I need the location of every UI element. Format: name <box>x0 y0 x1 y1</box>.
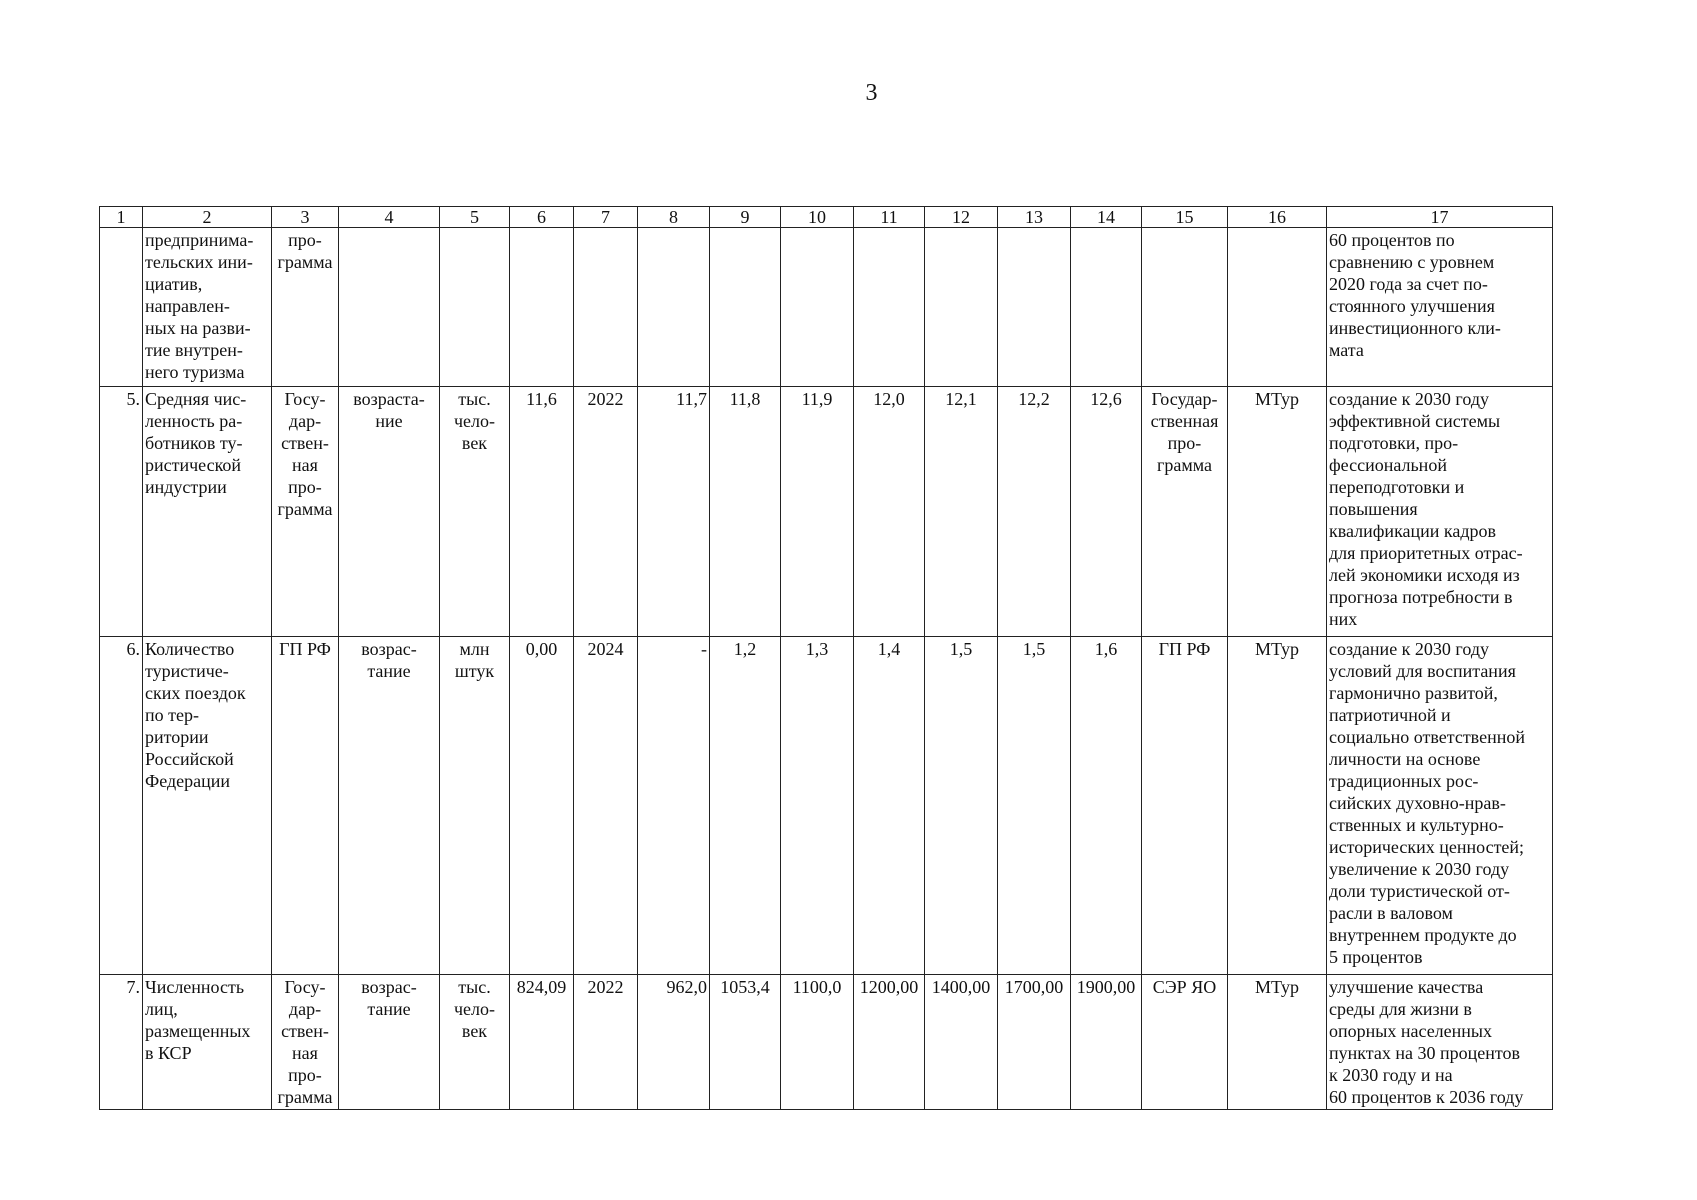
table-row <box>100 637 1553 975</box>
table-row <box>100 387 1553 637</box>
value-col-14 <box>1071 228 1142 387</box>
responsible-body: МТур <box>1228 387 1327 637</box>
column-header-1: 1 <box>100 207 143 228</box>
page-number: 3 <box>865 80 878 106</box>
column-header-11: 11 <box>854 207 925 228</box>
value-col-10: 11,9 <box>781 387 854 637</box>
value-col-12: 1,5 <box>925 637 998 975</box>
column-header-7: 7 <box>574 207 638 228</box>
row-number <box>100 228 143 387</box>
responsible-body: МТур <box>1228 637 1327 975</box>
national-goal: улучшение качества среды для жизни в опорных населенных пунктах на 30 процентов к 2030 году и на 60 процентов к 2036 году <box>1327 975 1553 1110</box>
value-col-8: - <box>638 637 710 975</box>
value-col-11 <box>854 228 925 387</box>
national-goal: создание к 2030 году эффективной системы подготовки, про- фессиональной переподготовки и повышения квалификации кадров для приоритетных отрас- лей экономики исходя из прогноза потребности в них <box>1327 387 1553 637</box>
responsible-body <box>1228 228 1327 387</box>
row-number: 5. <box>100 387 143 637</box>
document-reference: Государ- ственная про- грамма <box>1142 387 1228 637</box>
value-col-14: 12,6 <box>1071 387 1142 637</box>
indicator-direction: возраста- ние <box>339 387 440 637</box>
value-col-13: 1,5 <box>998 637 1071 975</box>
indicators-table <box>99 206 1553 1110</box>
indicator-direction: возрас- тание <box>339 637 440 975</box>
indicator-name: Количество туристиче- ских поездок по тер- ритории Российской Федерации <box>143 637 272 975</box>
value-col-11: 12,0 <box>854 387 925 637</box>
base-value: 0,00 <box>510 637 574 975</box>
row-number: 6. <box>100 637 143 975</box>
value-col-9: 1,2 <box>710 637 781 975</box>
column-header-14: 14 <box>1071 207 1142 228</box>
indicator-name: Средняя чис- ленность ра- ботников ту- ристической индустрии <box>143 387 272 637</box>
document-reference: ГП РФ <box>1142 637 1228 975</box>
value-col-12: 12,1 <box>925 387 998 637</box>
value-col-14: 1900,00 <box>1071 975 1142 1110</box>
indicator-name: Численность лиц, размещенных в КСР <box>143 975 272 1110</box>
document-reference: СЭР ЯО <box>1142 975 1228 1110</box>
indicator-source: Госу- дар- ствен- ная про- грамма <box>272 975 339 1110</box>
column-header-2: 2 <box>143 207 272 228</box>
column-header-15: 15 <box>1142 207 1228 228</box>
value-col-13 <box>998 228 1071 387</box>
indicator-source: про- грамма <box>272 228 339 387</box>
header-row <box>100 207 1553 228</box>
value-col-11: 1,4 <box>854 637 925 975</box>
table-row <box>100 228 1553 387</box>
unit-of-measure <box>440 228 510 387</box>
value-col-11: 1200,00 <box>854 975 925 1110</box>
column-header-9: 9 <box>710 207 781 228</box>
base-year: 2022 <box>574 387 638 637</box>
value-col-8: 962,0 <box>638 975 710 1110</box>
base-year: 2022 <box>574 975 638 1110</box>
value-col-9: 11,8 <box>710 387 781 637</box>
base-year <box>574 228 638 387</box>
value-col-8: 11,7 <box>638 387 710 637</box>
value-col-13: 1700,00 <box>998 975 1071 1110</box>
value-col-9: 1053,4 <box>710 975 781 1110</box>
column-header-10: 10 <box>781 207 854 228</box>
base-value <box>510 228 574 387</box>
value-col-12: 1400,00 <box>925 975 998 1110</box>
indicator-name: предпринима- тельских ини- циатив, направлен- ных на разви- тие внутрен- него туризма <box>143 228 272 387</box>
unit-of-measure: тыс. чело- век <box>440 975 510 1110</box>
base-value: 11,6 <box>510 387 574 637</box>
value-col-14: 1,6 <box>1071 637 1142 975</box>
value-col-10 <box>781 228 854 387</box>
unit-of-measure: млн штук <box>440 637 510 975</box>
indicator-source: ГП РФ <box>272 637 339 975</box>
base-year: 2024 <box>574 637 638 975</box>
national-goal: создание к 2030 году условий для воспитания гармонично развитой, патриотичной и социально ответственной личности на основе традиционных рос- сийских духовно-нрав- ственных и культурно- исторических ценностей; увеличение к 2030 году доли туристической от- расли в валовом внутреннем продукте до 5 процентов <box>1327 637 1553 975</box>
column-header-16: 16 <box>1228 207 1327 228</box>
unit-of-measure: тыс. чело- век <box>440 387 510 637</box>
column-header-5: 5 <box>440 207 510 228</box>
value-col-9 <box>710 228 781 387</box>
national-goal: 60 процентов по сравнению с уровнем 2020 года за счет по- стоянного улучшения инвестиционного кли- мата <box>1327 228 1553 387</box>
indicator-direction: возрас- тание <box>339 975 440 1110</box>
indicator-direction <box>339 228 440 387</box>
value-col-8 <box>638 228 710 387</box>
value-col-12 <box>925 228 998 387</box>
value-col-13: 12,2 <box>998 387 1071 637</box>
indicator-source: Госу- дар- ствен- ная про- грамма <box>272 387 339 637</box>
responsible-body: МТур <box>1228 975 1327 1110</box>
value-col-10: 1100,0 <box>781 975 854 1110</box>
row-number: 7. <box>100 975 143 1110</box>
column-header-17: 17 <box>1327 207 1553 228</box>
value-col-10: 1,3 <box>781 637 854 975</box>
column-header-6: 6 <box>510 207 574 228</box>
column-header-12: 12 <box>925 207 998 228</box>
table-row <box>100 975 1553 1110</box>
column-header-4: 4 <box>339 207 440 228</box>
column-header-8: 8 <box>638 207 710 228</box>
base-value: 824,09 <box>510 975 574 1110</box>
column-header-3: 3 <box>272 207 339 228</box>
document-reference <box>1142 228 1228 387</box>
column-header-13: 13 <box>998 207 1071 228</box>
